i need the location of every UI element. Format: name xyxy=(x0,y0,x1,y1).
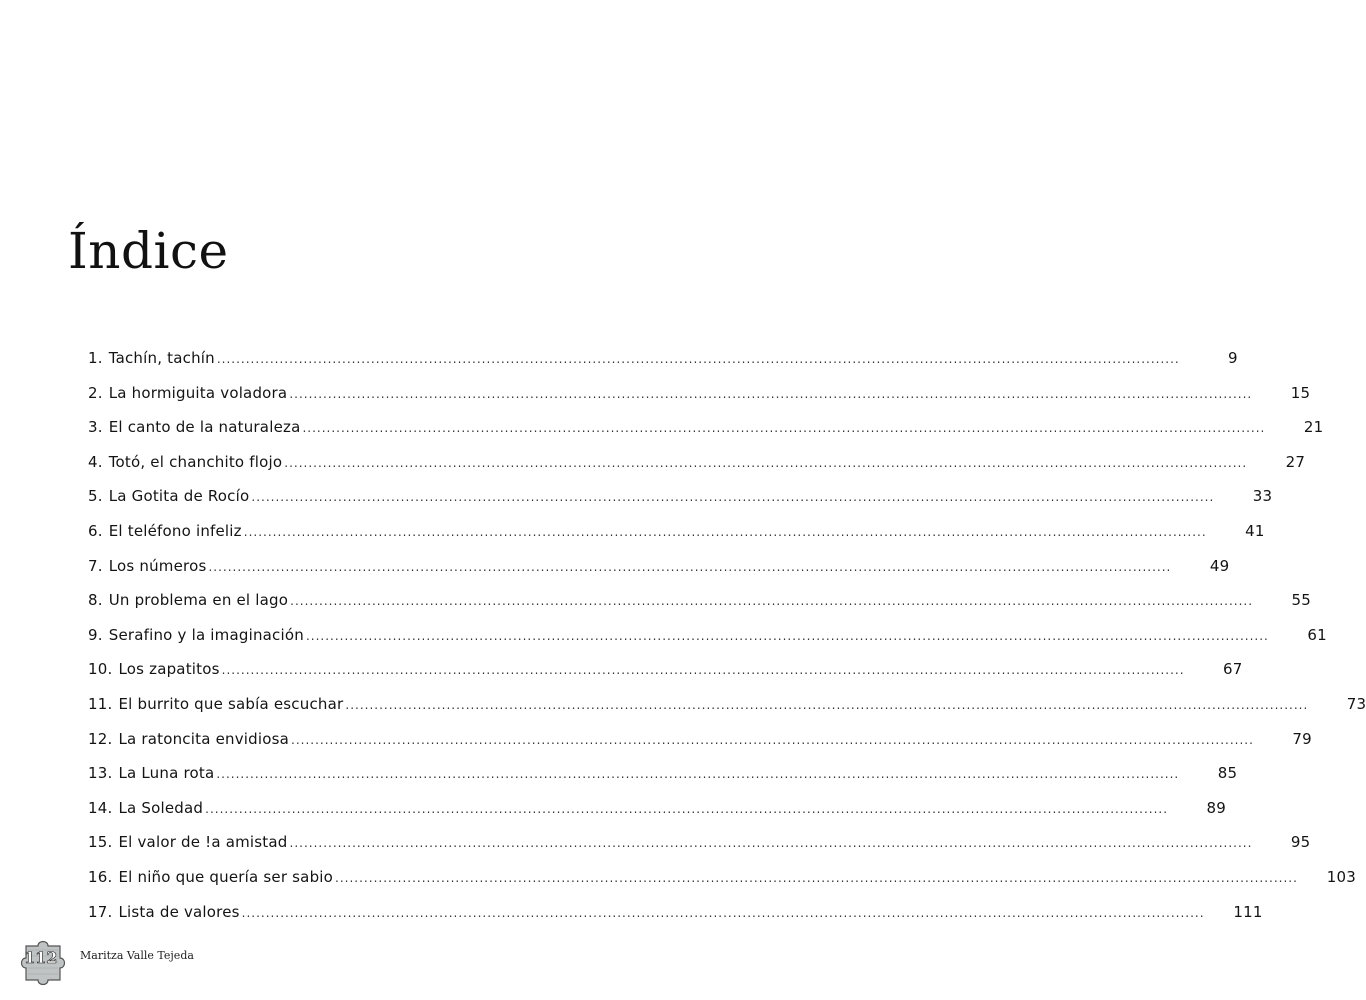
toc-entry-page: 61 xyxy=(1307,625,1327,644)
toc-entry-title: El burrito que sabía escuchar xyxy=(118,694,344,713)
toc-dot-leader: ........................................................................................................................................................................................................ xyxy=(216,352,1180,366)
toc-dot-leader: ........................................................................................................................................................................................................ xyxy=(345,697,1309,712)
toc-entry-number: 15. xyxy=(88,833,113,852)
page-number: 112 xyxy=(24,948,58,967)
toc-entry xyxy=(88,556,1230,592)
toc-entry xyxy=(88,729,1312,765)
toc-entry-number: 6. xyxy=(88,521,103,540)
toc-entry-number: 4. xyxy=(88,452,103,471)
toc-entry-number: 14. xyxy=(88,798,113,817)
toc-entry-number: 11. xyxy=(88,694,113,713)
toc-dot-leader: ........................................................................................................................................................................................................ xyxy=(251,490,1215,505)
toc-entry-title: Serafino y la imaginación xyxy=(108,625,304,644)
toc-entry-page: 33 xyxy=(1252,487,1273,506)
toc-entry-page: 85 xyxy=(1217,764,1238,783)
toc-entry-page: 103 xyxy=(1326,867,1356,886)
toc-dot-leader: ........................................................................................................................................................................................................ xyxy=(335,870,1298,885)
author-name: Maritza Valle Tejeda xyxy=(80,949,194,962)
toc-entry-number: 8. xyxy=(88,591,103,610)
toc-entry-page: 55 xyxy=(1291,591,1312,610)
toc-dot-leader: ........................................................................................................................................................................................................ xyxy=(284,455,1248,470)
toc-entry-title: La Luna rota xyxy=(118,764,215,783)
toc-entry xyxy=(88,660,1243,695)
toc-entry xyxy=(88,867,1356,903)
page-footer xyxy=(0,930,668,1000)
toc-dot-leader: ........................................................................................................................................................................................................ xyxy=(216,767,1180,782)
toc-entry-title: La hormiguita voladora xyxy=(108,383,288,402)
toc-entry xyxy=(88,383,1311,419)
toc-entry-page: 9 xyxy=(1228,349,1238,367)
toc-entry-title: Un problema en el lago xyxy=(108,591,289,610)
toc-entry-title: Lista de valores xyxy=(118,902,240,921)
toc-dot-leader: ........................................................................................................................................................................................................ xyxy=(291,732,1254,747)
toc-dot-leader: ........................................................................................................................................................................................................ xyxy=(302,421,1266,436)
toc-entry-page: 79 xyxy=(1292,729,1312,748)
toc-entry xyxy=(88,521,1265,557)
toc-entry xyxy=(88,591,1312,626)
toc-entry xyxy=(88,694,1366,730)
toc-entry-title: Los zapatitos xyxy=(118,660,220,679)
toc-entry xyxy=(88,625,1327,661)
toc-entry-title: La Soledad xyxy=(118,798,204,817)
toc-entry-number: 5. xyxy=(88,487,103,506)
toc-entry-page: 27 xyxy=(1285,452,1306,471)
toc-entry-number: 9. xyxy=(88,625,103,644)
toc-entry-page: 73 xyxy=(1346,694,1366,713)
toc-entry-number: 3. xyxy=(88,418,103,437)
toc-entry-page: 49 xyxy=(1209,556,1230,575)
toc-entry-title: Totó, el chanchito flojo xyxy=(108,452,283,471)
toc-entry-page: 67 xyxy=(1223,660,1243,679)
toc-entry-page: 95 xyxy=(1290,833,1311,852)
toc-entry xyxy=(88,833,1311,868)
toc-dot-leader: ........................................................................................................................................................................................................ xyxy=(305,628,1269,643)
toc-entry-title: La ratoncita envidiosa xyxy=(118,729,290,748)
toc-entry-title: Los números xyxy=(108,556,207,575)
toc-entry xyxy=(88,349,1238,384)
toc-entry-title: El niño que quería ser sabio xyxy=(118,867,334,886)
toc-entry-number: 1. xyxy=(88,349,103,367)
toc-dot-leader: ........................................................................................................................................................................................................ xyxy=(289,386,1253,401)
toc-entry xyxy=(88,764,1238,799)
toc-entry-number: 13. xyxy=(88,764,113,783)
toc-dot-leader: ........................................................................................................................................................................................................ xyxy=(290,594,1254,609)
toc-entry-number: 17. xyxy=(88,902,113,921)
table-of-contents xyxy=(88,349,1366,937)
toc-entry xyxy=(88,487,1273,522)
toc-dot-leader: ........................................................................................................................................................................................................ xyxy=(243,524,1207,539)
toc-dot-leader: ........................................................................................................................................................................................................ xyxy=(241,905,1205,920)
toc-entry-number: 7. xyxy=(88,556,103,575)
toc-entry-number: 10. xyxy=(88,660,113,679)
toc-dot-leader: ........................................................................................................................................................................................................ xyxy=(221,663,1185,678)
toc-entry-number: 12. xyxy=(88,729,113,748)
toc-entry-page: 111 xyxy=(1233,902,1263,921)
page-title: Índice xyxy=(68,222,229,280)
toc-dot-leader: ........................................................................................................................................................................................................ xyxy=(289,836,1253,851)
toc-entry-number: 2. xyxy=(88,383,103,402)
toc-entry-title: Tachín, tachín xyxy=(108,349,215,367)
toc-entry-page: 89 xyxy=(1206,798,1227,817)
toc-entry-title: El teléfono infeliz xyxy=(108,521,242,540)
toc-entry-page: 21 xyxy=(1303,418,1324,437)
toc-entry-page: 15 xyxy=(1290,383,1311,402)
toc-entry-title: El canto de la naturaleza xyxy=(108,418,301,437)
toc-entry-page: 41 xyxy=(1245,521,1265,540)
toc-entry-title: La Gotita de Rocío xyxy=(108,487,250,506)
toc-entry-title: El valor de !a amistad xyxy=(118,833,288,852)
toc-entry xyxy=(88,452,1306,488)
toc-dot-leader: ........................................................................................................................................................................................................ xyxy=(205,801,1169,816)
toc-entry xyxy=(88,798,1227,834)
toc-entry xyxy=(88,418,1324,453)
toc-entry-number: 16. xyxy=(88,867,113,886)
toc-dot-leader: ........................................................................................................................................................................................................ xyxy=(208,559,1172,574)
